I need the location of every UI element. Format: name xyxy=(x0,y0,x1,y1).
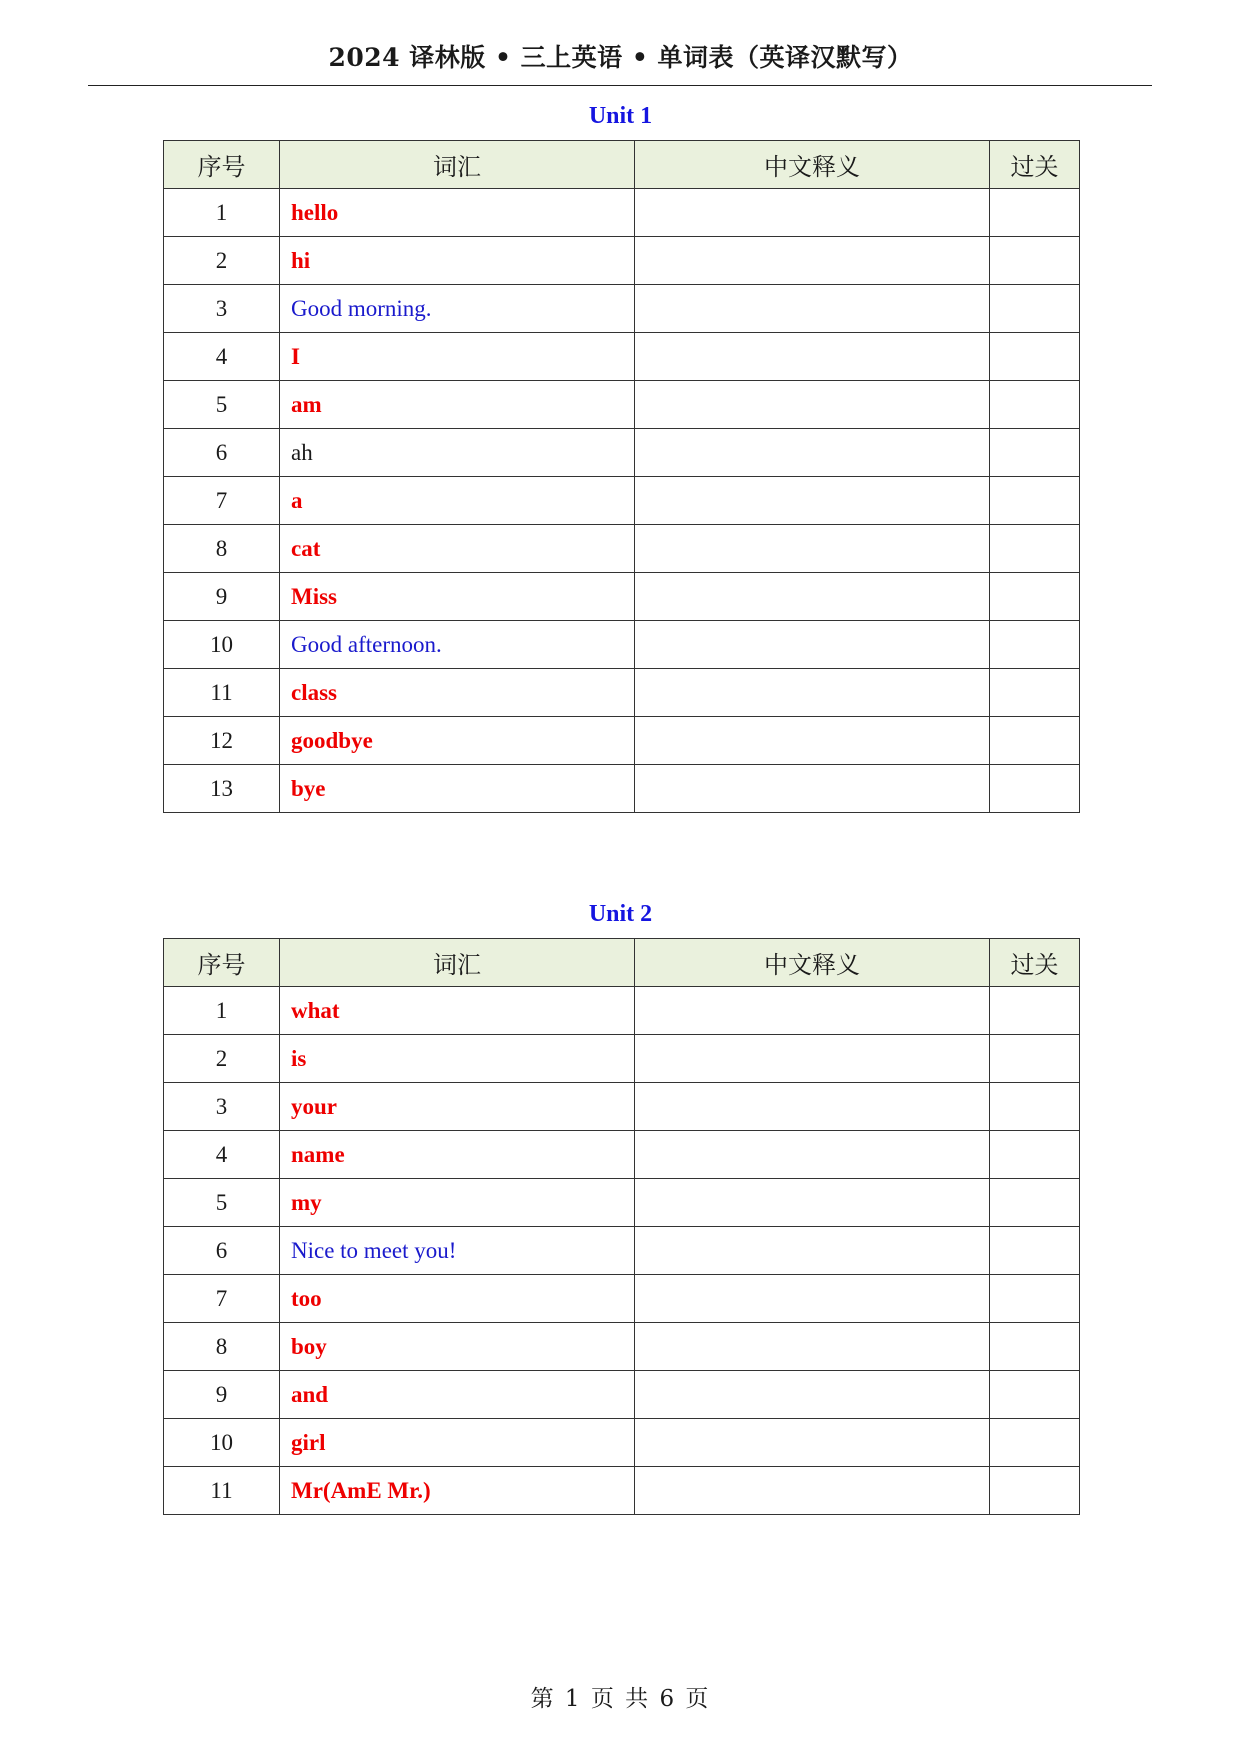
row-number: 11 xyxy=(164,1467,280,1515)
table-row xyxy=(164,717,1080,765)
row-number: 7 xyxy=(164,1275,280,1323)
pass-check-cell[interactable] xyxy=(990,285,1080,333)
row-number: 4 xyxy=(164,333,280,381)
vocab-word: hi xyxy=(280,237,635,285)
row-number: 3 xyxy=(164,1083,280,1131)
vocab-word: and xyxy=(280,1371,635,1419)
vocab-word: cat xyxy=(280,525,635,573)
pass-check-cell[interactable] xyxy=(990,237,1080,285)
table-row xyxy=(164,381,1080,429)
meaning-answer-cell[interactable] xyxy=(635,1083,990,1131)
column-header-pass: 过关 xyxy=(990,939,1080,987)
meaning-answer-cell[interactable] xyxy=(635,1467,990,1515)
pass-check-cell[interactable] xyxy=(990,1083,1080,1131)
pass-check-cell[interactable] xyxy=(990,1467,1080,1515)
meaning-answer-cell[interactable] xyxy=(635,237,990,285)
vocab-word: too xyxy=(280,1275,635,1323)
table-row xyxy=(164,987,1080,1035)
pass-check-cell[interactable] xyxy=(990,429,1080,477)
row-number: 7 xyxy=(164,477,280,525)
pass-check-cell[interactable] xyxy=(990,621,1080,669)
table-row xyxy=(164,1035,1080,1083)
pass-check-cell[interactable] xyxy=(990,1371,1080,1419)
column-header-word: 词汇 xyxy=(280,141,635,189)
row-number: 2 xyxy=(164,237,280,285)
pass-check-cell[interactable] xyxy=(990,1179,1080,1227)
vocab-word: what xyxy=(280,987,635,1035)
row-number: 11 xyxy=(164,669,280,717)
vocab-word: I xyxy=(280,333,635,381)
row-number: 6 xyxy=(164,1227,280,1275)
meaning-answer-cell[interactable] xyxy=(635,573,990,621)
meaning-answer-cell[interactable] xyxy=(635,987,990,1035)
unit-2-vocab-table xyxy=(163,938,1080,1515)
table-row xyxy=(164,621,1080,669)
column-header-word: 词汇 xyxy=(280,939,635,987)
vocab-word: girl xyxy=(280,1419,635,1467)
meaning-answer-cell[interactable] xyxy=(635,1131,990,1179)
table-row xyxy=(164,189,1080,237)
meaning-answer-cell[interactable] xyxy=(635,1419,990,1467)
table-row xyxy=(164,1179,1080,1227)
pass-check-cell[interactable] xyxy=(990,525,1080,573)
table-header-row xyxy=(164,939,1080,987)
vocab-word: your xyxy=(280,1083,635,1131)
row-number: 5 xyxy=(164,1179,280,1227)
vocab-word: my xyxy=(280,1179,635,1227)
table-row xyxy=(164,1131,1080,1179)
table-row xyxy=(164,1419,1080,1467)
pass-check-cell[interactable] xyxy=(990,669,1080,717)
pass-check-cell[interactable] xyxy=(990,717,1080,765)
vocab-word: Nice to meet you! xyxy=(280,1227,635,1275)
vocab-word: am xyxy=(280,381,635,429)
row-number: 10 xyxy=(164,1419,280,1467)
meaning-answer-cell[interactable] xyxy=(635,1035,990,1083)
unit-1-vocab-table xyxy=(163,140,1080,813)
row-number: 10 xyxy=(164,621,280,669)
pass-check-cell[interactable] xyxy=(990,381,1080,429)
meaning-answer-cell[interactable] xyxy=(635,621,990,669)
table-row xyxy=(164,573,1080,621)
pass-check-cell[interactable] xyxy=(990,189,1080,237)
row-number: 9 xyxy=(164,1371,280,1419)
vocab-word: boy xyxy=(280,1323,635,1371)
row-number: 3 xyxy=(164,285,280,333)
meaning-answer-cell[interactable] xyxy=(635,717,990,765)
table-row xyxy=(164,237,1080,285)
meaning-answer-cell[interactable] xyxy=(635,429,990,477)
row-number: 13 xyxy=(164,765,280,813)
meaning-answer-cell[interactable] xyxy=(635,333,990,381)
pass-check-cell[interactable] xyxy=(990,765,1080,813)
row-number: 1 xyxy=(164,987,280,1035)
meaning-answer-cell[interactable] xyxy=(635,669,990,717)
vocab-word: bye xyxy=(280,765,635,813)
column-header-meaning: 中文释义 xyxy=(635,939,990,987)
row-number: 8 xyxy=(164,1323,280,1371)
meaning-answer-cell[interactable] xyxy=(635,1323,990,1371)
meaning-answer-cell[interactable] xyxy=(635,285,990,333)
pass-check-cell[interactable] xyxy=(990,1227,1080,1275)
column-header-num: 序号 xyxy=(164,141,280,189)
meaning-answer-cell[interactable] xyxy=(635,189,990,237)
pass-check-cell[interactable] xyxy=(990,1035,1080,1083)
row-number: 9 xyxy=(164,573,280,621)
table-row xyxy=(164,429,1080,477)
pass-check-cell[interactable] xyxy=(990,333,1080,381)
vocab-word: Good morning. xyxy=(280,285,635,333)
row-number: 8 xyxy=(164,525,280,573)
pass-check-cell[interactable] xyxy=(990,1323,1080,1371)
table-row xyxy=(164,1323,1080,1371)
pass-check-cell[interactable] xyxy=(990,1131,1080,1179)
table-row xyxy=(164,1275,1080,1323)
vocab-word: name xyxy=(280,1131,635,1179)
table-row xyxy=(164,1227,1080,1275)
unit-2-title: Unit 2 xyxy=(588,901,653,927)
meaning-answer-cell[interactable] xyxy=(635,1179,990,1227)
table-row xyxy=(164,1083,1080,1131)
vocab-word: Good afternoon. xyxy=(280,621,635,669)
meaning-answer-cell[interactable] xyxy=(635,1275,990,1323)
meaning-answer-cell[interactable] xyxy=(635,1227,990,1275)
row-number: 5 xyxy=(164,381,280,429)
vocab-word: Miss xyxy=(280,573,635,621)
column-header-pass: 过关 xyxy=(990,141,1080,189)
vocab-word: goodbye xyxy=(280,717,635,765)
vocab-word: a xyxy=(280,477,635,525)
vocab-word: class xyxy=(280,669,635,717)
table-row xyxy=(164,285,1080,333)
pass-check-cell[interactable] xyxy=(990,1419,1080,1467)
table-header-row xyxy=(164,141,1080,189)
unit-1-title: Unit 1 xyxy=(588,103,653,129)
pass-check-cell[interactable] xyxy=(990,987,1080,1035)
meaning-answer-cell[interactable] xyxy=(635,381,990,429)
header-divider xyxy=(88,85,1152,86)
row-number: 1 xyxy=(164,189,280,237)
pass-check-cell[interactable] xyxy=(990,1275,1080,1323)
table-row xyxy=(164,477,1080,525)
meaning-answer-cell[interactable] xyxy=(635,765,990,813)
page-footer: 第 1 页 共 6 页 xyxy=(530,1686,711,1712)
meaning-answer-cell[interactable] xyxy=(635,477,990,525)
vocab-word: hello xyxy=(280,189,635,237)
row-number: 6 xyxy=(164,429,280,477)
table-row xyxy=(164,333,1080,381)
vocab-word: is xyxy=(280,1035,635,1083)
column-header-meaning: 中文释义 xyxy=(635,141,990,189)
table-row xyxy=(164,765,1080,813)
vocab-word: Mr(AmE Mr.) xyxy=(280,1467,635,1515)
column-header-num: 序号 xyxy=(164,939,280,987)
table-row xyxy=(164,1467,1080,1515)
meaning-answer-cell[interactable] xyxy=(635,1371,990,1419)
meaning-answer-cell[interactable] xyxy=(635,525,990,573)
row-number: 4 xyxy=(164,1131,280,1179)
row-number: 2 xyxy=(164,1035,280,1083)
table-row xyxy=(164,1371,1080,1419)
row-number: 12 xyxy=(164,717,280,765)
pass-check-cell[interactable] xyxy=(990,477,1080,525)
table-row xyxy=(164,525,1080,573)
vocab-word: ah xyxy=(280,429,635,477)
table-row xyxy=(164,669,1080,717)
pass-check-cell[interactable] xyxy=(990,573,1080,621)
page-title: 2024 译林版 • 三上英语 • 单词表（英译汉默写） xyxy=(328,43,913,72)
